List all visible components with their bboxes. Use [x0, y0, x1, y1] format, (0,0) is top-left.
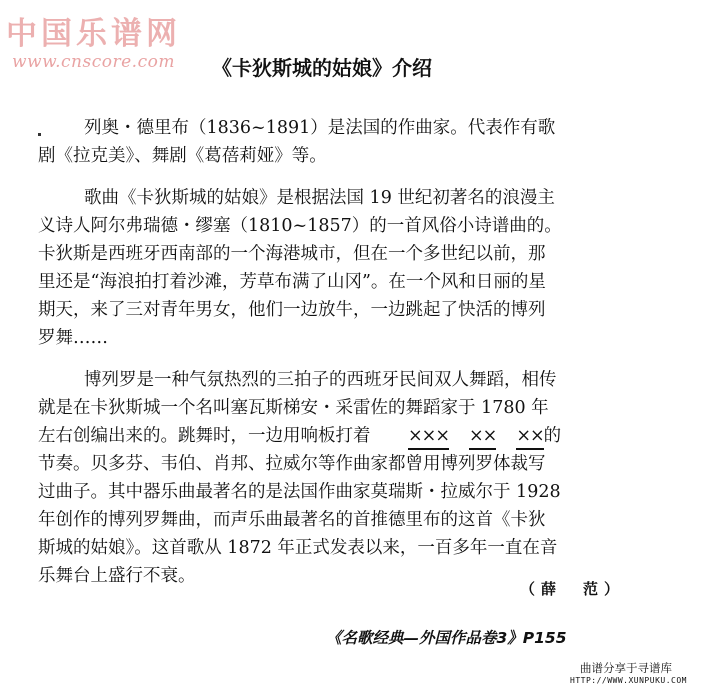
- rhythm-group: ×××: [408, 424, 449, 450]
- text-line: 博列罗是一种气氛热烈的三拍子的西班牙民间双人舞蹈，相传: [84, 370, 557, 390]
- rhythm-suffix: 的: [543, 426, 562, 446]
- text-line: 义诗人阿尔弗瑞德・缪塞（1810~1857）的一首风俗小诗谱曲的。: [38, 216, 562, 236]
- site-logo-watermark: [4, 4, 204, 76]
- text-line-with-rhythm: [38, 422, 643, 450]
- source-citation: 《名歌经典—外国作品卷3》P155: [326, 629, 567, 647]
- text-line: 节奏。贝多芬、韦伯、肖邦、拉威尔等作曲家都曾用博列罗体裁写: [38, 454, 546, 474]
- bottom-watermark-text: 曲谱分享于寻谱库: [580, 661, 672, 675]
- article-title: 《卡狄斯城的姑娘》介绍: [212, 56, 432, 80]
- rhythm-group: ××: [516, 424, 543, 450]
- text-line: 里还是“海浪拍打着沙滩，芳草布满了山冈”。在一个风和日丽的星: [38, 272, 546, 292]
- text-line: 卡狄斯是西班牙西南部的一个海港城市，但在一个多世纪以前，那: [38, 244, 546, 264]
- text-line-start: 左右创编出来的。跳舞时，一边用响板打着: [38, 426, 371, 446]
- rhythm-notation: [408, 422, 561, 450]
- text-line: 罗舞……: [38, 328, 108, 348]
- text-line: 歌曲《卡狄斯城的姑娘》是根据法国 19 世纪初著名的浪漫主: [84, 188, 555, 208]
- logo-chinese-text: 中国乐谱网: [6, 16, 181, 52]
- text-line: 乐舞台上盛行不衰。: [38, 566, 196, 586]
- text-line: 期天，来了三对青年男女，他们一边放牛，一边跳起了快活的博列: [38, 300, 546, 320]
- text-line: 过曲子。其中器乐曲最著名的是法国作曲家莫瑞斯・拉威尔于 1928: [38, 482, 561, 502]
- text-line: 斯城的姑娘》。这首歌从 1872 年正式发表以来，一百多年一直在音: [38, 538, 558, 558]
- text-line: 就是在卡狄斯城一个名叫塞瓦斯梯安・采雷佐的舞蹈家于 1780 年: [38, 398, 549, 418]
- text-line: 剧《拉克美》、舞剧《葛蓓莉娅》等。: [38, 146, 327, 166]
- author-credit: （薛 范）: [520, 580, 626, 598]
- logo-url-text: www.cnscore.com: [12, 52, 175, 72]
- text-line: 年创作的博列罗舞曲，而声乐曲最著名的首推德里布的这首《卡狄: [38, 510, 546, 530]
- bottom-watermark-url: HTTP://WWW.XUNPUKU.COM: [570, 676, 687, 685]
- article-body: [38, 114, 643, 590]
- rhythm-group: ××: [469, 424, 496, 450]
- text-line: 列奥・德里布（1836~1891）是法国的作曲家。代表作有歌: [84, 118, 556, 138]
